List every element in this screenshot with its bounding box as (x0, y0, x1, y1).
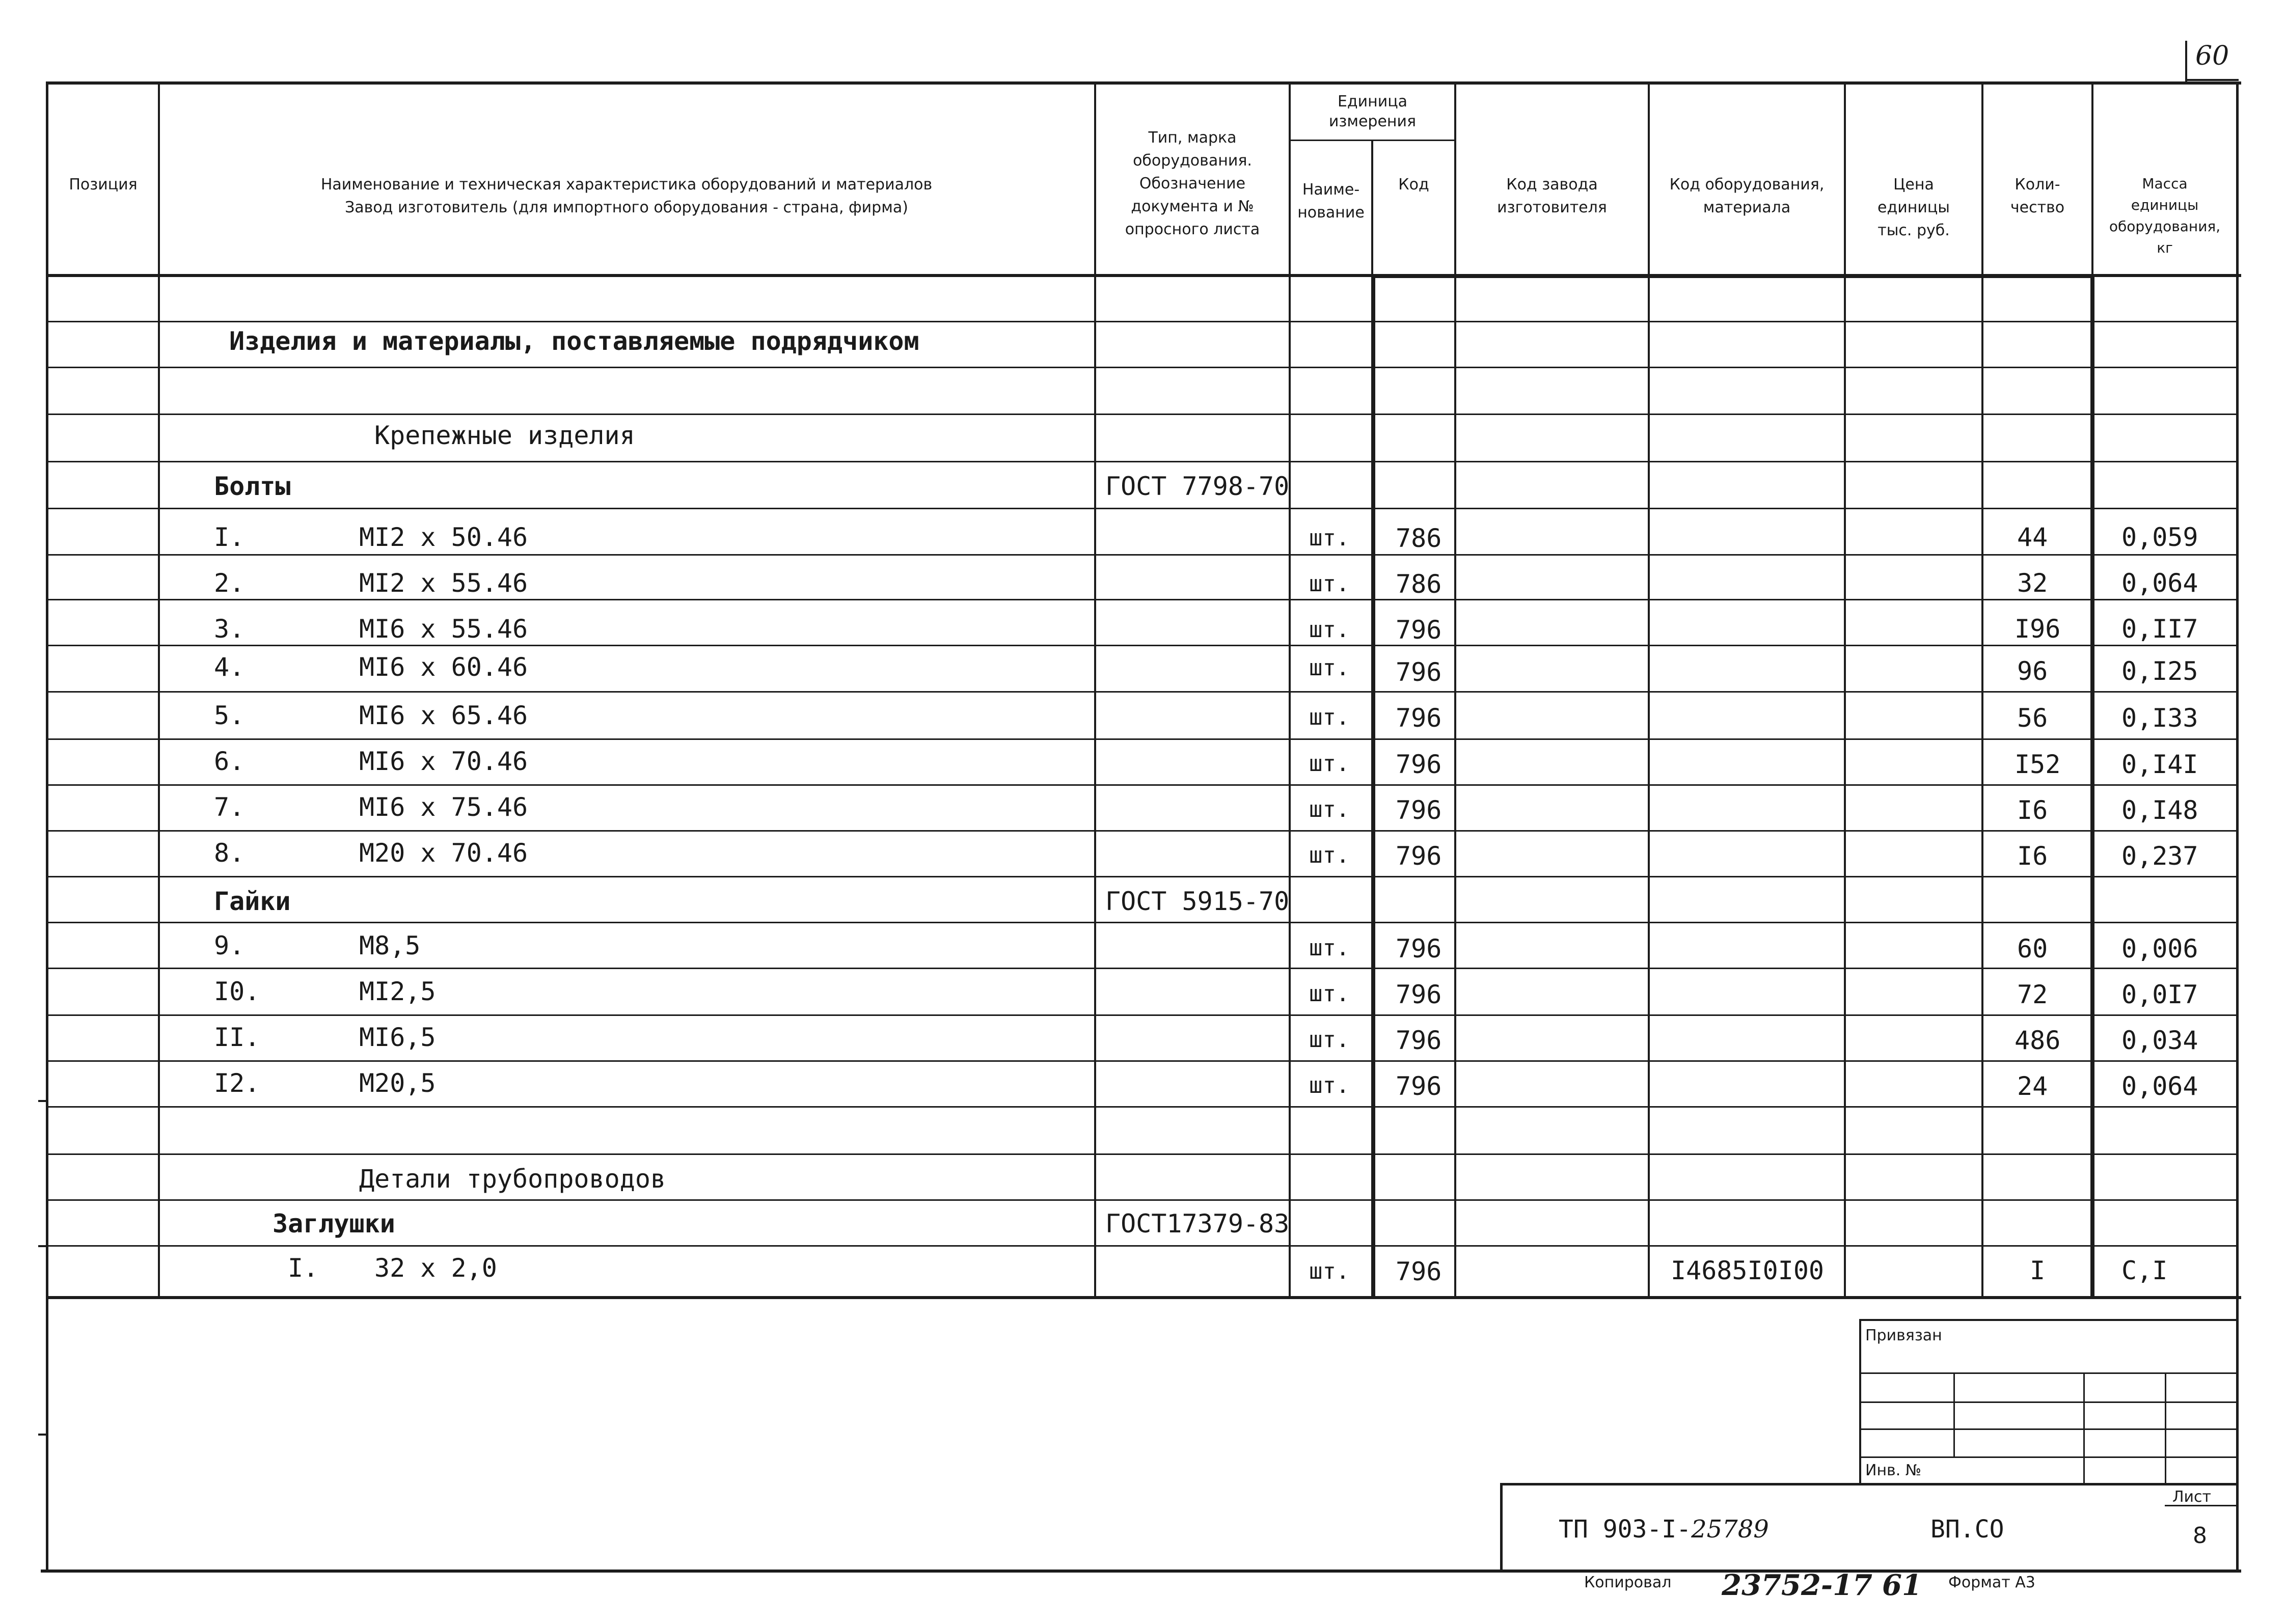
row-code: 796 (1396, 750, 1442, 779)
row-num: I. (288, 1253, 319, 1283)
row-name: MI2 x 55.46 (359, 568, 528, 598)
row-mass: 0,059 (2121, 522, 2198, 552)
header-unit-name: Наиме- нование (1297, 181, 1365, 222)
row-code: 796 (1396, 795, 1442, 825)
row-unit: шт. (1309, 617, 1350, 643)
row-mass: 0,0I7 (2121, 980, 2198, 1009)
stamp-sheet-number: 8 (2193, 1523, 2207, 1549)
row-name: MI2,5 (359, 977, 436, 1006)
group-bolts-label: Болты (214, 472, 291, 501)
row-qty: 56 (2017, 703, 2048, 733)
row-num: 4. (214, 652, 245, 682)
row-num: I2. (214, 1068, 260, 1098)
row-mass: C,I (2121, 1256, 2168, 1285)
row-code: 796 (1396, 703, 1442, 733)
row-unit: шт. (1309, 571, 1350, 597)
row-num: 6. (214, 747, 245, 776)
row-num: 8. (214, 838, 245, 868)
row-name: MI6 x 55.46 (359, 614, 528, 644)
row-code: 796 (1396, 1071, 1442, 1101)
row-unit: шт. (1309, 1027, 1350, 1053)
row-qty: 24 (2017, 1071, 2048, 1101)
header-quantity: Коли- чество (2010, 176, 2065, 216)
stamp-doc-prefix: ТП 903-I- (1559, 1515, 1692, 1544)
group-plugs-standard: ГОСТ17379-83 (1105, 1209, 1290, 1238)
row-qty: 72 (2017, 980, 2048, 1009)
row-mass: 0,064 (2121, 568, 2198, 598)
row-name: MI6 x 70.46 (359, 747, 528, 776)
header-name: Наименование и техническая характеристика оборудований и материалов Завод изготовитель (для импортного оборудования - страна, фирма) (320, 176, 933, 216)
row-num: I. (214, 522, 245, 552)
footer-hand-number: 23752-17 (1722, 1568, 1872, 1602)
row-mass: 0,II7 (2121, 614, 2198, 644)
row-unit: шт. (1309, 751, 1350, 777)
row-qty: I6 (2017, 795, 2048, 825)
row-name: M20 x 70.46 (359, 838, 528, 868)
row-code: 796 (1396, 1257, 1442, 1286)
row-qty: 96 (2017, 656, 2048, 686)
row-mass: 0,064 (2121, 1071, 2198, 1101)
row-qty: 60 (2017, 934, 2048, 964)
row-unit: шт. (1309, 1072, 1350, 1098)
row-unit: шт. (1309, 525, 1350, 551)
row-code: 796 (1396, 841, 1442, 871)
row-num: II. (214, 1023, 260, 1052)
header-mass: Масса единицы оборудования, кг (2109, 175, 2221, 256)
stamp-bound: Привязан (1865, 1327, 1942, 1344)
group-plugs-label: Заглушки (273, 1209, 395, 1238)
row-code: 796 (1396, 615, 1442, 645)
row-unit: шт. (1309, 796, 1350, 822)
row-mass: 0,I33 (2121, 703, 2198, 733)
stamp-doc-handwritten: 25789 (1691, 1515, 1769, 1544)
row-qty: I96 (2015, 614, 2061, 644)
row-mass: 0,I4I (2121, 750, 2198, 779)
header-price: Цена единицы тыс. руб. (1877, 176, 1950, 239)
row-name: 32 x 2,0 (374, 1253, 497, 1283)
section-fasteners: Крепежные изделия (374, 421, 635, 450)
header-factory-code: Код завода изготовителя (1497, 176, 1607, 216)
row-name: MI2 x 50.46 (359, 522, 528, 552)
page-number: 60 (2195, 41, 2229, 71)
footer-copied: Копировал (1584, 1574, 1672, 1591)
row-mass: 0,I48 (2121, 795, 2198, 825)
row-unit: шт. (1309, 981, 1350, 1007)
group-nuts-standard: ГОСТ 5915-70 (1105, 887, 1290, 916)
row-qty: 32 (2017, 568, 2048, 598)
row-code: 786 (1396, 569, 1442, 599)
row-code: 796 (1396, 1026, 1442, 1055)
row-equipment-code: I4685I0I00 (1671, 1256, 1825, 1285)
row-name: MI6,5 (359, 1023, 436, 1052)
row-num: 2. (214, 568, 245, 598)
row-qty: I52 (2015, 750, 2061, 779)
header-unit: Единица измерения (1328, 93, 1417, 130)
row-name: MI6 x 60.46 (359, 652, 528, 682)
section-contractor: Изделия и материалы, поставляемые подрядчиком (229, 326, 919, 356)
row-name: M8,5 (359, 931, 421, 960)
row-unit: шт. (1309, 655, 1350, 681)
group-bolts-standard: ГОСТ 7798-70 (1105, 472, 1290, 501)
row-num: 7. (214, 792, 245, 822)
row-qty: 44 (2017, 522, 2048, 552)
row-unit: шт. (1309, 842, 1350, 868)
row-mass: 0,006 (2121, 934, 2198, 964)
row-num: 9. (214, 931, 245, 960)
footer-hand-page: 61 (1882, 1568, 1922, 1602)
row-name: M20,5 (359, 1068, 436, 1098)
row-code: 796 (1396, 980, 1442, 1009)
stamp-inv: Инв. № (1865, 1462, 1922, 1479)
row-num: 3. (214, 614, 245, 644)
stamp-mark: ВП.СО (1930, 1515, 2004, 1544)
row-num: 5. (214, 701, 245, 730)
header-unit-code: Код (1398, 176, 1429, 194)
group-nuts-label: Гайки (214, 887, 291, 916)
row-qty: I6 (2017, 841, 2048, 871)
row-code: 786 (1396, 524, 1442, 553)
row-code: 796 (1396, 657, 1442, 687)
row-name: MI6 x 75.46 (359, 792, 528, 822)
stamp-doc-number (1559, 1515, 1769, 1544)
row-unit: шт. (1309, 935, 1350, 961)
row-unit: шт. (1309, 704, 1350, 730)
row-mass: 0,237 (2121, 841, 2198, 871)
row-num: I0. (214, 977, 260, 1006)
row-name: MI6 x 65.46 (359, 701, 528, 730)
row-mass: 0,I25 (2121, 656, 2198, 686)
row-mass: 0,034 (2121, 1026, 2198, 1055)
header-type: Тип, марка оборудования. Обозначение документа и № опросного листа (1125, 129, 1260, 238)
footer-format: Формат А3 (1948, 1574, 2035, 1591)
row-unit: шт. (1309, 1258, 1350, 1284)
stamp-sheet-label: Лист (2172, 1488, 2212, 1506)
section-pipeline: Детали трубопроводов (359, 1164, 666, 1194)
row-code: 796 (1396, 934, 1442, 964)
header-position: Позиция (69, 176, 138, 194)
row-qty: 486 (2015, 1026, 2061, 1055)
header-equipment-code: Код оборудования, материала (1669, 176, 1825, 216)
row-qty: I (2030, 1256, 2046, 1285)
